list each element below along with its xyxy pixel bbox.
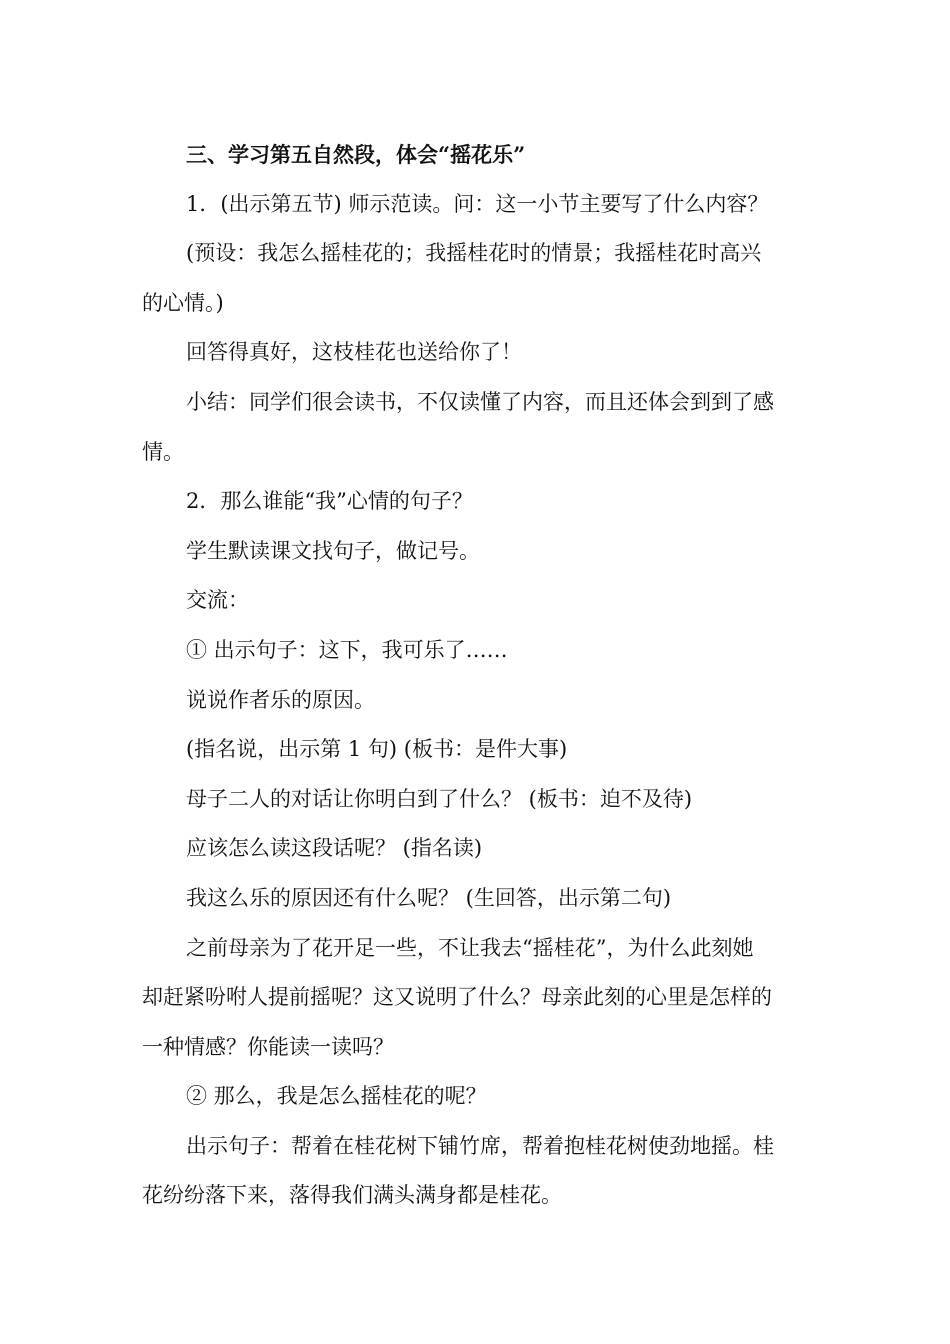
paragraph-10: (指名说，出示第 1 句) (板书：是件大事): [186, 737, 568, 762]
paragraph-1: 1．(出示第五节) 师示范读。问：这一小节主要写了什么内容？: [186, 191, 769, 216]
paragraph-12: 应该怎么读这段话呢？ (指名读): [186, 836, 483, 861]
paragraph-14-line-1: 之前母亲为了花开足一些，不让我去“摇桂花”，为什么此刻她: [186, 935, 754, 960]
paragraph-6: 学生默读课文找句子，做记号。: [186, 538, 480, 563]
paragraph-9: 说说作者乐的原因。: [186, 687, 375, 712]
paragraph-15: ② 那么，我是怎么摇桂花的呢？: [186, 1084, 487, 1109]
paragraph-4-line-1: 小结：同学们很会读书，不仅读懂了内容，而且还体会到到了感: [186, 389, 774, 414]
paragraph-11: 母子二人的对话让你明白到了什么？ (板书：迫不及待): [186, 786, 693, 811]
paragraph-4-line-2: 情。: [142, 439, 184, 464]
paragraph-2-line-1: (预设：我怎么摇桂花的；我摇桂花时的情景；我摇桂花时高兴: [186, 241, 762, 266]
paragraph-3: 回答得真好，这枝桂花也送给你了！: [186, 340, 522, 365]
document-page: [142, 130, 814, 1221]
section-heading: 三、学习第五自然段，体会“摇花乐”: [186, 142, 526, 167]
paragraph-8: ① 出示句子：这下，我可乐了……: [186, 637, 508, 662]
paragraph-2-line-2: 的心情。): [142, 290, 224, 315]
paragraph-5: 2．那么谁能“我”心情的句子？: [186, 489, 473, 514]
paragraph-14-line-3: 一种情感？你能读一读吗？: [142, 1034, 394, 1059]
paragraph-16-line-1: 出示句子：帮着在桂花树下铺竹席，帮着抱桂花树使劲地摇。桂: [186, 1133, 774, 1158]
paragraph-7: 交流：: [186, 588, 249, 613]
paragraph-14-line-2: 却赶紧吩咐人提前摇呢？这又说明了什么？母亲此刻的心里是怎样的: [142, 985, 772, 1010]
paragraph-16-line-2: 花纷纷落下来，落得我们满头满身都是桂花。: [142, 1183, 562, 1208]
paragraph-13: 我这么乐的原因还有什么呢？ (生回答，出示第二句): [186, 885, 672, 910]
